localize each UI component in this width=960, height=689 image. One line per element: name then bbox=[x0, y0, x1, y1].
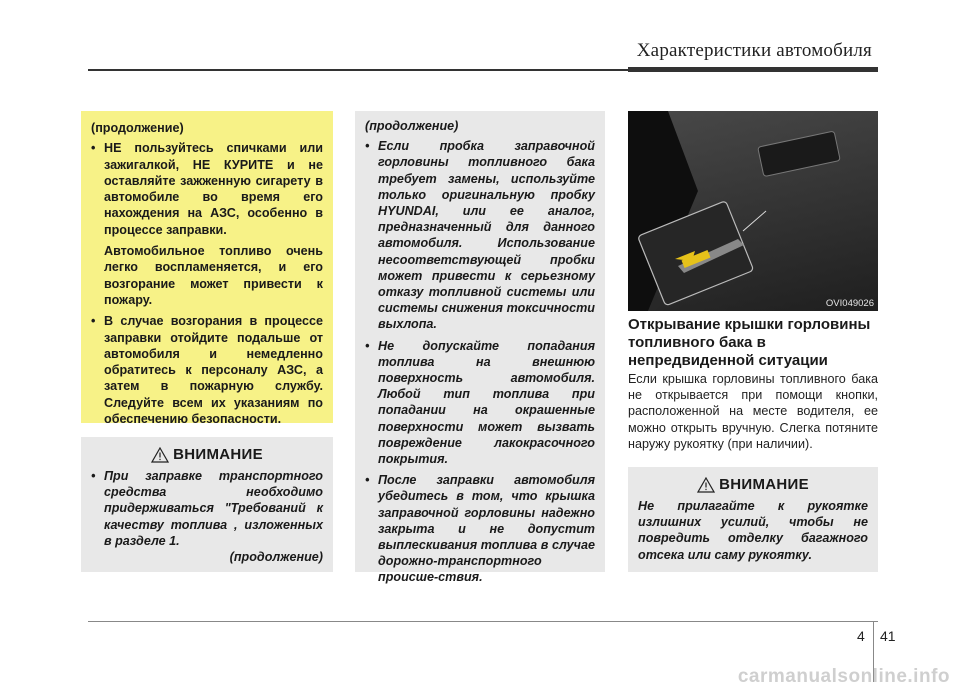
warning-title: ВНИМАНИЕ bbox=[719, 476, 809, 493]
warning-box-handle bbox=[628, 467, 878, 572]
header-rule-accent bbox=[628, 67, 878, 72]
warning-title: ВНИМАНИЕ bbox=[173, 446, 263, 463]
warning-triangle-icon bbox=[697, 477, 715, 493]
continued-label: (продолжение) bbox=[229, 550, 323, 565]
caution-list-2 bbox=[91, 313, 323, 427]
chapter-number: 4 bbox=[857, 628, 865, 644]
warning-box-fuel-quality bbox=[81, 437, 333, 572]
footer-rule bbox=[88, 621, 878, 622]
caution-list bbox=[91, 140, 323, 238]
list-item: • В случае возгорания в процессе заправки отойдите подальше от автомобиля и немедленно обратитесь к персоналу АЗС, а затем в пожарную службу. Следуйте всем их указаниям по обеспечению безопасности. bbox=[91, 314, 323, 427]
section-body: Если крышка горловины топливного бака не открывается при помощи кнопки, расположенной на месте водителя, ее можно открыть вручную. Слегка потяните наружу рукоятку (при наличии). bbox=[628, 372, 878, 451]
list-item: • При заправке транспортного средства необходимо придерживаться "Требований к качеству топлива , изложенных в разделе 1. bbox=[91, 469, 323, 548]
warning-box-continued bbox=[355, 111, 605, 585]
warning-list bbox=[365, 138, 595, 585]
warning-header bbox=[91, 446, 323, 463]
warning-list bbox=[91, 468, 323, 549]
page-header-title: Характеристики автомобиля bbox=[636, 40, 872, 61]
fuel-door-emergency-handle-photo bbox=[628, 111, 878, 311]
page-number: 41 bbox=[880, 628, 896, 644]
trunk-interior-illustration bbox=[628, 111, 878, 311]
list-item: • После заправки автомобиля убедитесь в том, что крышка заправочной горловины надежно закрыта и не допустит выплескивания топлива в случае дорожно-транспортного происше-ствия. bbox=[365, 473, 595, 585]
caution-box-continued bbox=[81, 111, 333, 427]
warning-triangle-icon bbox=[151, 447, 169, 463]
caution-paragraph: Автомобильное топливо очень легко воспламеняется, и его возгорание может привести к пожару. bbox=[104, 244, 323, 307]
continued-label: (продолжение) bbox=[365, 119, 459, 133]
photo-code: OVI049026 bbox=[825, 298, 874, 309]
warning-text: Не прилагайте к рукоятке излишних усилий, чтобы не повредить отделку багажного отсека или саму рукоятку. bbox=[638, 499, 868, 562]
continued-label: (продолжение) bbox=[91, 121, 184, 135]
list-item: • НЕ пользуйтесь спичками или зажигалкой, НЕ КУРИТЕ и не оставляйте зажженную сигарету в автомобиле во время его нахождения на АЗС, особенно в процессе заправки. bbox=[91, 141, 323, 237]
watermark: carmanualsonline.info bbox=[737, 666, 950, 687]
list-item: • Если пробка заправочной горловины топливного бака требует замены, используйте только оригинальную пробку HYUNDAI, или ее аналог, предназначенный для данного автомобиля. Использование несоответствующей пробки может привести к серьезному отказу топливной системы или системы снижения токсичности выхлопа. bbox=[365, 139, 595, 332]
section-title: Открывание крышки горловины топливного бака в непредвиденной ситуации bbox=[628, 316, 871, 369]
warning-header bbox=[638, 476, 868, 493]
list-item: • Не допускайте попадания топлива на внешнюю поверхность автомобиля. Любой тип топлива при попадании на окрашенные поверхности может вызвать повреждение лакокрасочного покрытия. bbox=[365, 338, 595, 467]
